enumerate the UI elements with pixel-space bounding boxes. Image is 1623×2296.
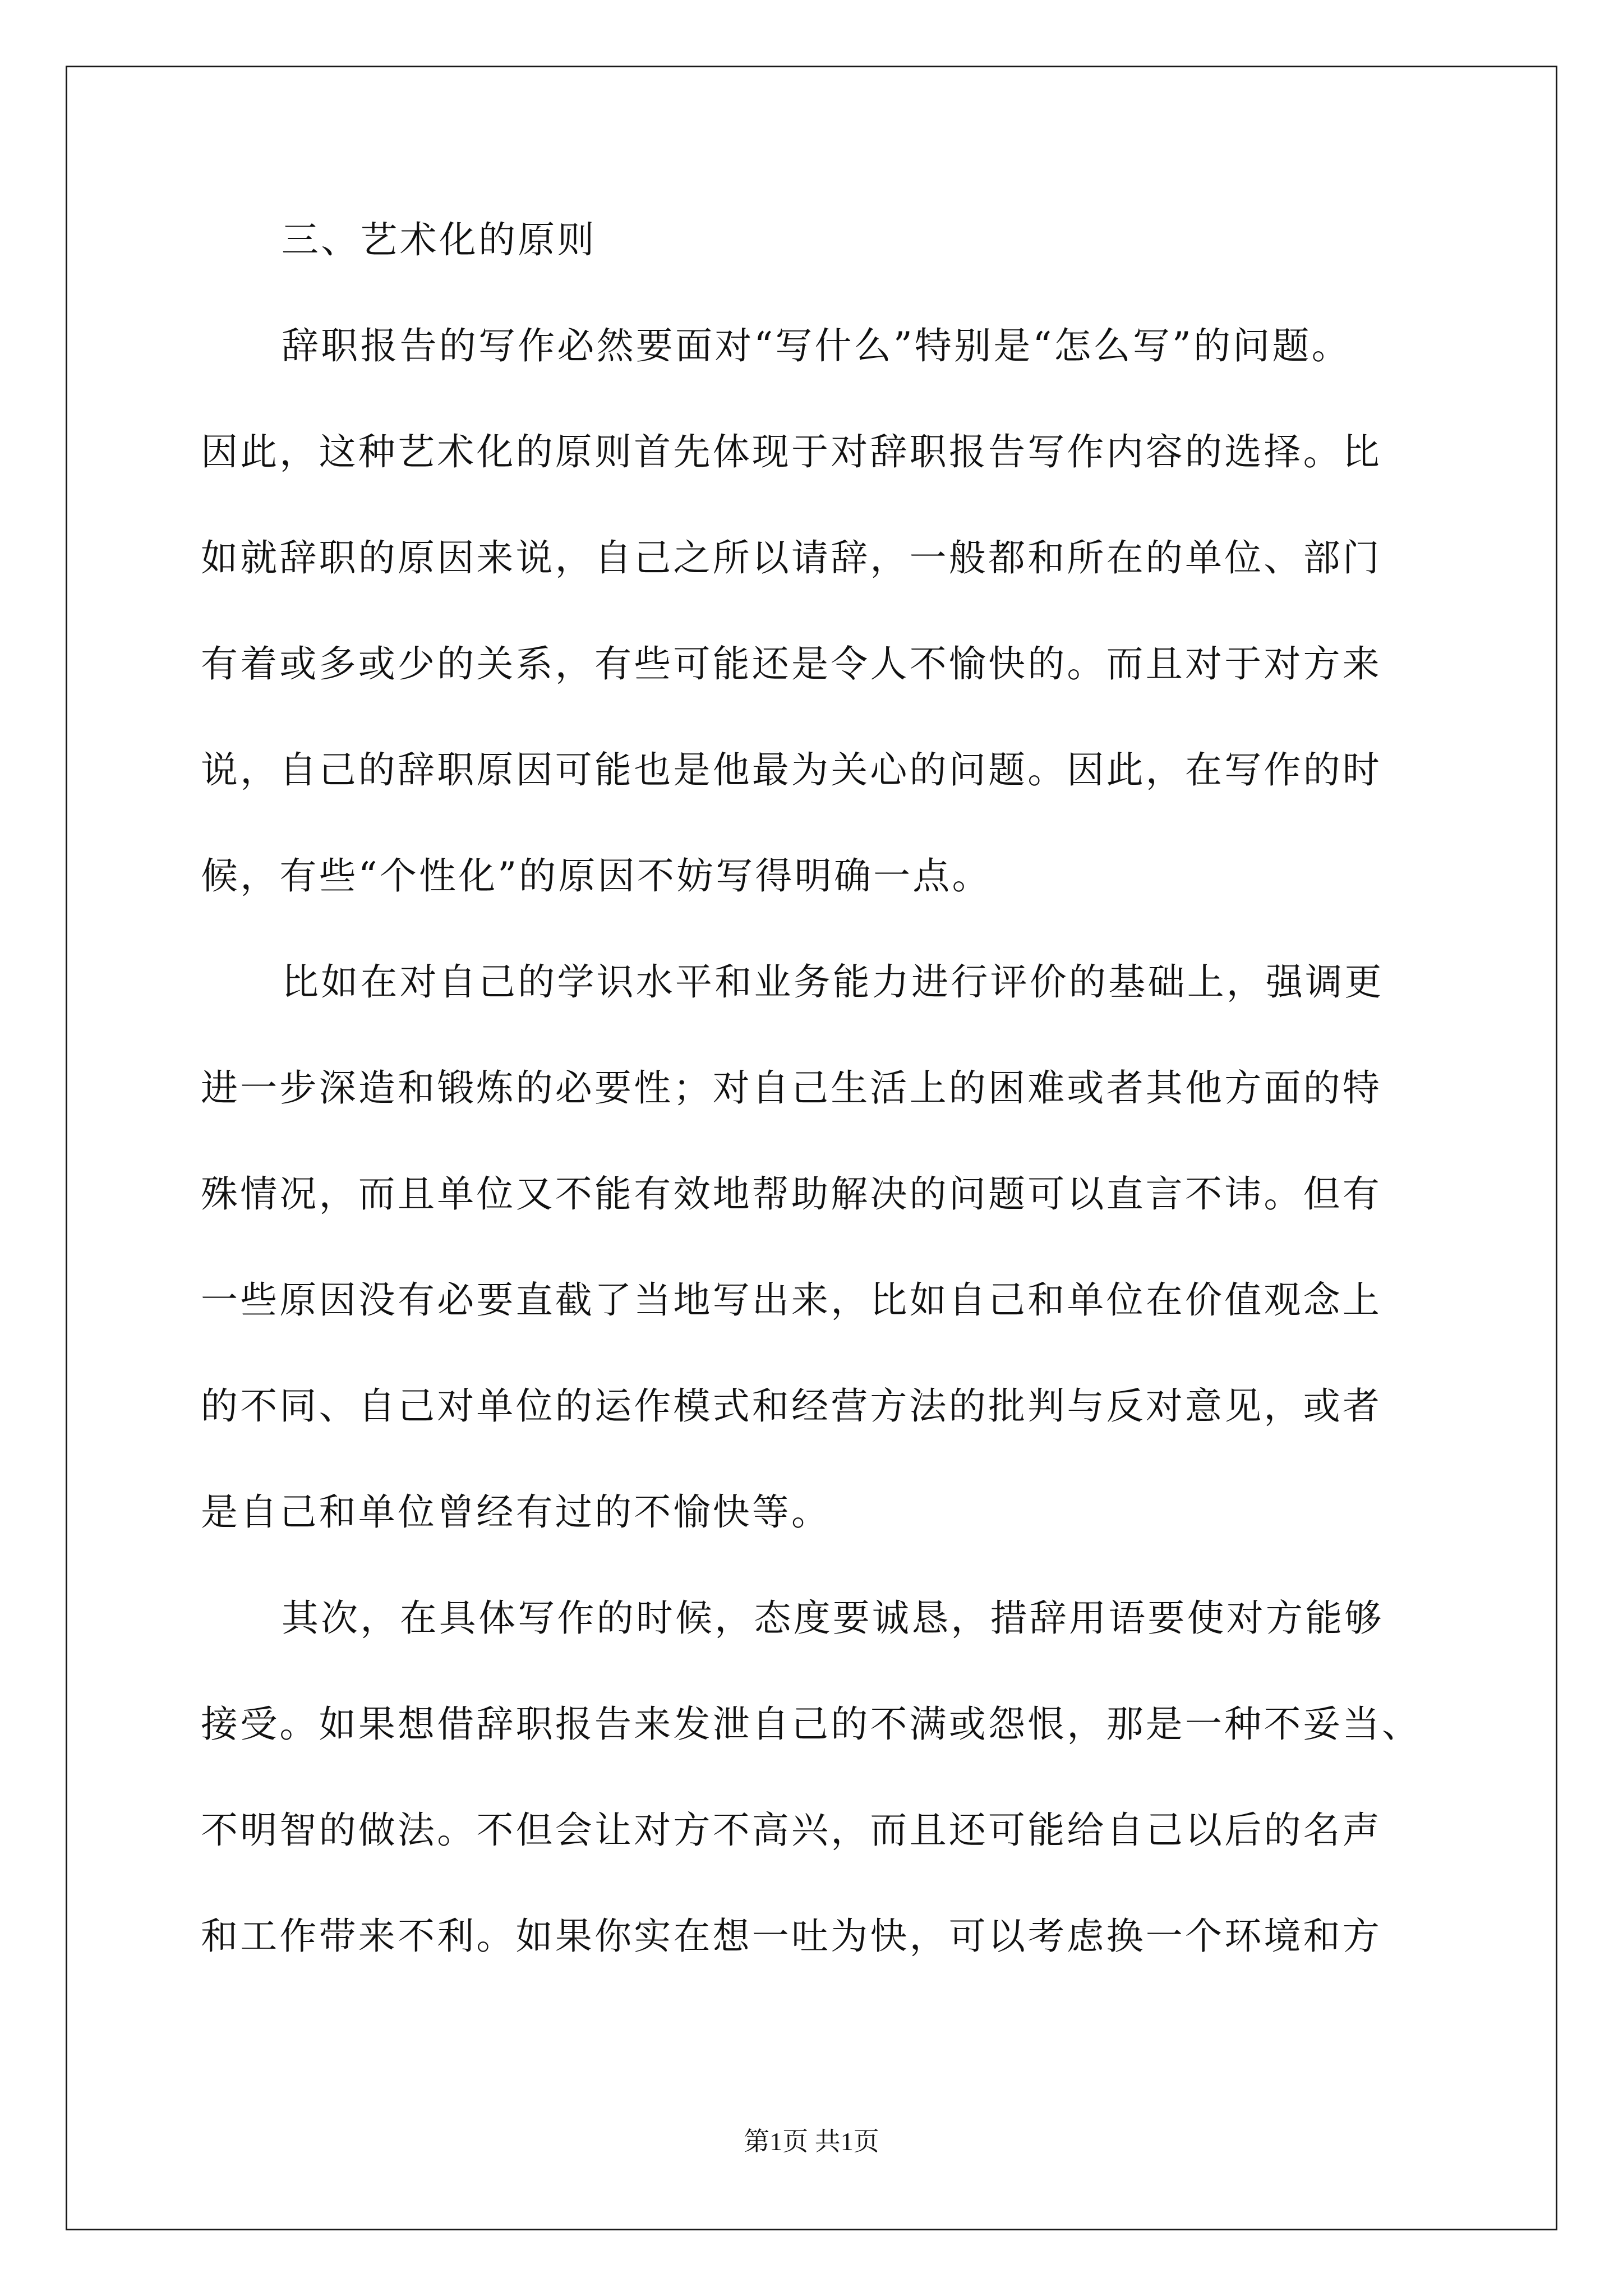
- text-line: 接受。如果想借辞职报告来发泄自己的不满或怨恨，那是一种不妥当、: [201, 1703, 1422, 1746]
- text-line: 三、艺术化的原则: [282, 218, 597, 261]
- text-line: 候，有些“个性化”的原因不妨写得明确一点。: [201, 854, 992, 898]
- text-line: 因此，这种艺术化的原则首先体现于对辞职报告写作内容的选择。比: [201, 430, 1382, 473]
- text-line: 其次，在具体写作的时候，态度要诚恳，措辞用语要使对方能够: [282, 1596, 1384, 1640]
- text-line: 不明智的做法。不但会让对方不高兴，而且还可能给自己以后的名声: [201, 1809, 1382, 1852]
- text-line: 说，自己的辞职原因可能也是他最为关心的问题。因此，在写作的时: [201, 748, 1382, 792]
- document-body: [201, 218, 1435, 2024]
- text-line: 殊情况，而且单位又不能有效地帮助解决的问题可以直言不讳。但有: [201, 1172, 1382, 1216]
- text-line: 比如在对自己的学识水平和业务能力进行评价的基础上，强调更: [282, 960, 1384, 1004]
- text-line: 有着或多或少的关系，有些可能还是令人不愉快的。而且对于对方来: [201, 642, 1382, 685]
- page-number-footer: 第1页 共1页: [744, 2127, 879, 2156]
- text-line: 进一步深造和锻炼的必要性；对自己生活上的困难或者其他方面的特: [201, 1066, 1382, 1110]
- text-line: 的不同、自己对单位的运作模式和经营方法的批判与反对意见，或者: [201, 1384, 1382, 1428]
- text-line: 如就辞职的原因来说，自己之所以请辞，一般都和所在的单位、部门: [201, 536, 1382, 579]
- text-line: 辞职报告的写作必然要面对“写什么”特别是“怎么写”的问题。: [282, 324, 1351, 367]
- text-line: 是自己和单位曾经有过的不愉快等。: [201, 1490, 831, 1534]
- text-line: 一些原因没有必要直截了当地写出来，比如自己和单位在价值观念上: [201, 1278, 1382, 1322]
- text-line: 和工作带来不利。如果你实在想一吐为快，可以考虑换一个环境和方: [201, 1915, 1382, 1958]
